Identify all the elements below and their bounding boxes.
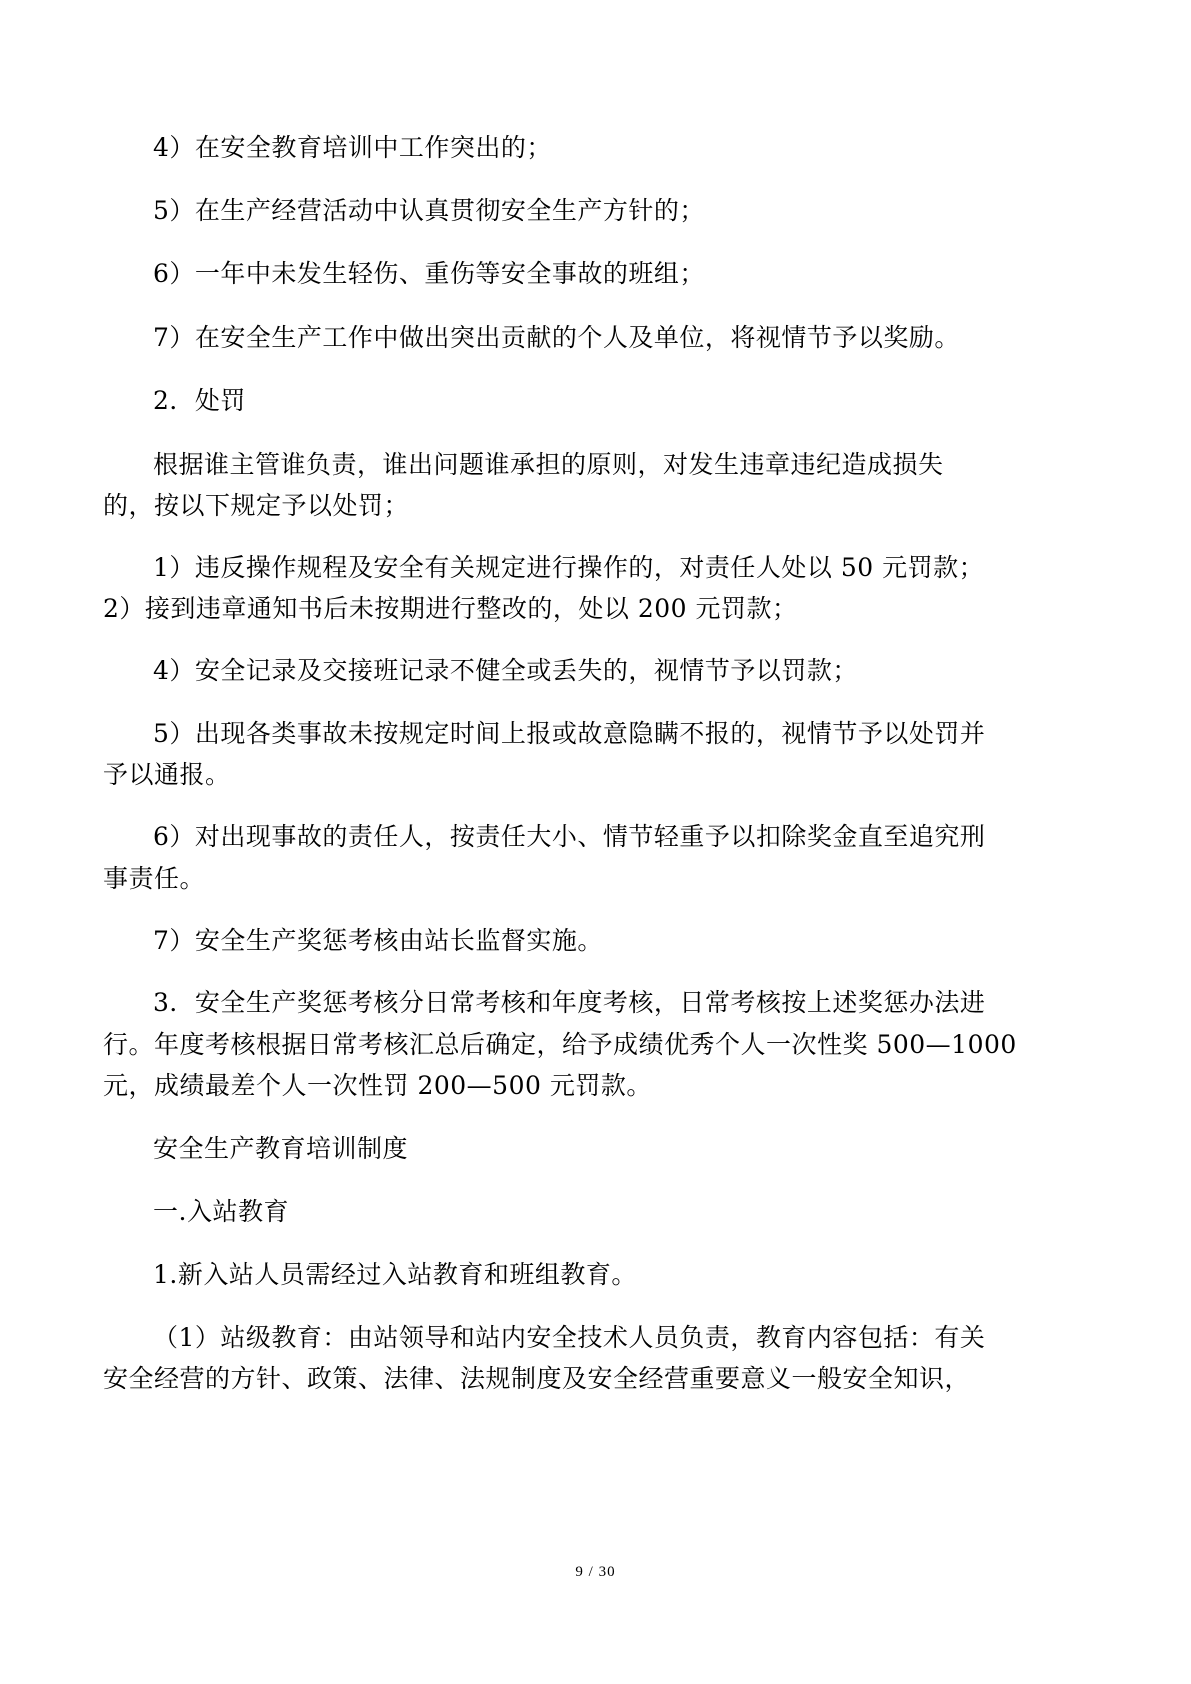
section-heading: 2．处罚: [153, 386, 246, 415]
text-line: 行。年度考核根据日常考核汇总后确定，给予成绩优秀个人一次性奖 500—1000: [103, 1030, 1017, 1059]
text-line: 1.新入站人员需经过入站教育和班组教育。: [153, 1260, 637, 1289]
text-line: 7）在安全生产工作中做出突出贡献的个人及单位，将视情节予以奖励。: [153, 323, 960, 352]
text-line: 4）在安全教育培训中工作突出的；: [153, 133, 552, 162]
text-line: 的，按以下规定予以处罚；: [103, 491, 410, 520]
text-line: （1）站级教育：由站领导和站内安全技术人员负责，教育内容包括：有关: [153, 1323, 986, 1352]
page-number: 9 / 30: [575, 1564, 616, 1580]
text-line: 3．安全生产奖惩考核分日常考核和年度考核，日常考核按上述奖惩办法进: [153, 988, 986, 1017]
text-line: 5）出现各类事故未按规定时间上报或故意隐瞒不报的，视情节予以处罚并: [153, 719, 986, 748]
text-line: 根据谁主管谁负责，谁出问题谁承担的原则，对发生违章违纪造成损失: [153, 450, 944, 479]
text-line: 予以通报。: [103, 760, 231, 789]
text-line: 1）违反操作规程及安全有关规定进行操作的，对责任人处以 50 元罚款；: [153, 553, 985, 582]
text-line: 事责任。: [103, 864, 206, 893]
text-line: 6）一年中未发生轻伤、重伤等安全事故的班组；: [153, 259, 705, 288]
section-heading: 一.入站教育: [153, 1197, 289, 1226]
text-line: 5）在生产经营活动中认真贯彻安全生产方针的；: [153, 196, 705, 225]
text-line: 4）安全记录及交接班记录不健全或丢失的，视情节予以罚款；: [153, 656, 858, 685]
text-line: 2）接到违章通知书后未按期进行整改的，处以 200 元罚款；: [103, 594, 798, 623]
text-line: 6）对出现事故的责任人，按责任大小、情节轻重予以扣除奖金直至追究刑: [153, 822, 986, 851]
text-line: 7）安全生产奖惩考核由站长监督实施。: [153, 926, 603, 955]
text-line: 安全经营的方针、政策、法律、法规制度及安全经营重要意义一般安全知识，: [103, 1364, 971, 1393]
text-line: 元，成绩最差个人一次性罚 200—500 元罚款。: [103, 1071, 652, 1100]
section-title: 安全生产教育培训制度: [153, 1134, 409, 1163]
